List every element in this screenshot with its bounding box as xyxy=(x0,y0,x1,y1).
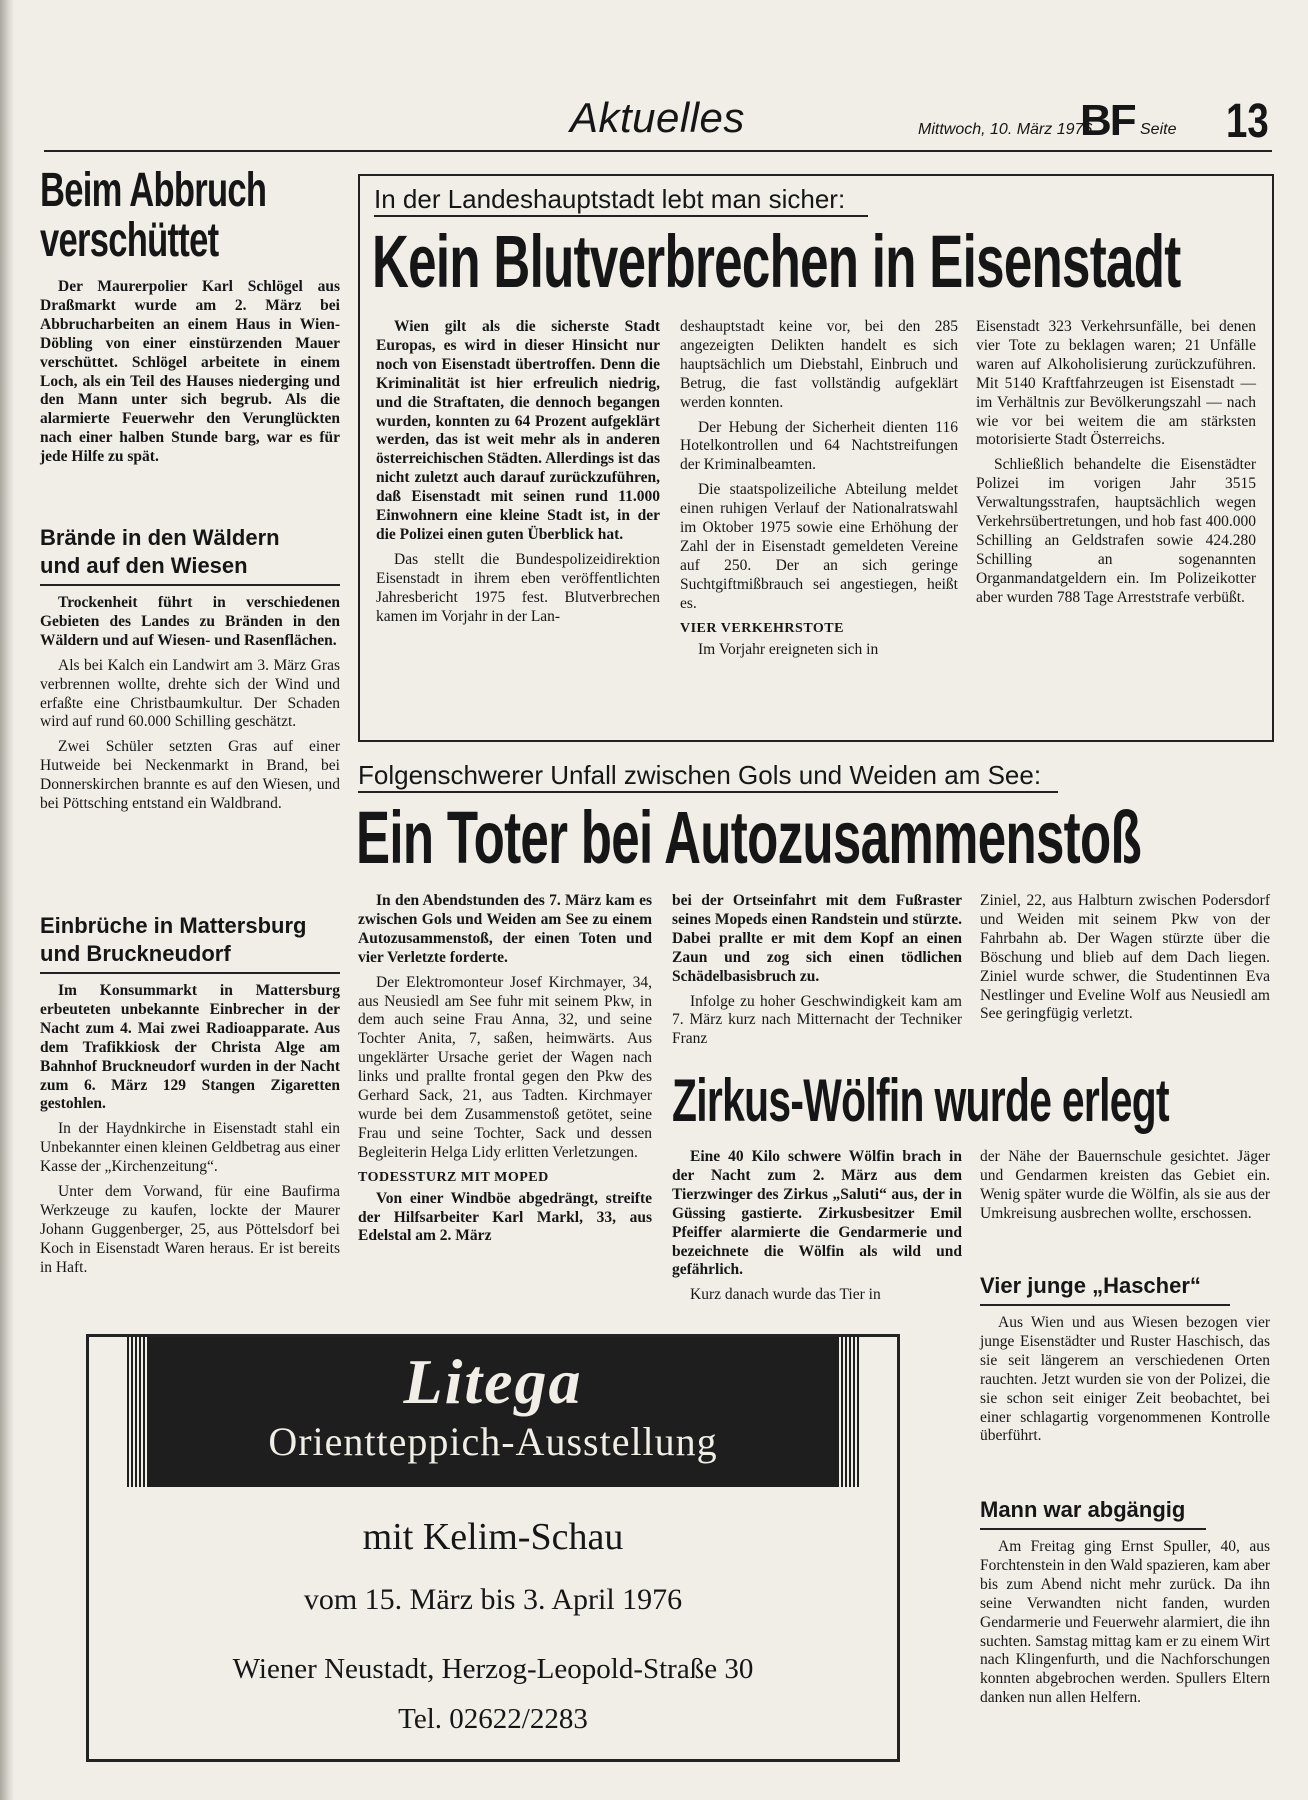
ad-stripe-left xyxy=(127,1337,149,1487)
ad-stripe-right xyxy=(837,1337,859,1487)
lead-paragraph: Wien gilt als die sicherste Stadt Europas, es wird in dieser Hinsicht nur noch von Eisenstadt übertroffen. Denn die Kriminalität ist hier erfreulich niedrig, und die Straftaten, die dennoch begangen wurden, konnten zu 64 Prozent aufgeklärt werden, das ist weit mehr als in anderen österreichischen Städten. Allerdings ist das nicht zuletzt auch darauf zurückzuführen, daß Eisenstadt mit seinen rund 11.000 Einwohnern eine kleine Stadt ist, in der die Polizei einen guten Überblick hat. xyxy=(376,318,660,543)
ad-line-kelim: mit Kelim-Schau xyxy=(362,1516,624,1558)
headline-eisenstadt: Kein Blutverbrechen in Eisenstadt xyxy=(372,220,1181,303)
ad-line-phone: Tel. 02622/2283 xyxy=(398,1703,588,1735)
paragraph: Ziniel, 22, aus Halbturn zwischen Podersdorf und Weiden mit seinem Pkw von der Fahrbahn ab. Der Wagen stürzte über die Böschung und blieb auf dem Dach liegen. Ziniel wurde schwer, die Studentinnen Eva Nestlinger und Eveline Wolf aus Neusiedl am See geringfügig verletzt. xyxy=(980,892,1270,1023)
lead-paragraph: Der Maurerpolier Karl Schlögel aus Draßmarkt wurde am 2. März bei Abbrucharbeiten an einem Haus in Wien-Döbling von einer einstürzenden Mauer verschüttet. Schlögel arbeitete in einem Loch, als ein Teil des Hauses niederging und den Mann unter sich begrub. Als die alarmierte Feuerwehr den Verunglückten nach einer halben Stunde barg, war es für jede Hilfe zu spät. xyxy=(40,278,340,466)
headline-braende-line2: und auf den Wiesen xyxy=(40,553,248,578)
paragraph: Als bei Kalch ein Landwirt am 3. März Gras verbrennen wollte, drehte sich der Wind und erfaßte eine Christbaumkultur. Der Schaden wird auf rund 60.000 Schilling geschätzt. xyxy=(40,656,340,731)
unfall-column-3 xyxy=(980,892,1270,1030)
ad-line-dates: vom 15. März bis 3. April 1976 xyxy=(303,1583,683,1616)
unfall-column-2 xyxy=(672,892,962,1055)
subhead-todessturz: TODESSTURZ MIT MOPED xyxy=(358,1169,549,1185)
eisenstadt-column-3 xyxy=(976,318,1256,614)
ad-banner xyxy=(149,1337,837,1487)
story-braende xyxy=(40,524,340,820)
paragraph: In der Haydnkirche in Eisenstadt stahl ein Unbekannter einen kleinen Geldbetrag aus einer Kasse der „Kirchenzeitung“. xyxy=(40,1120,340,1176)
paragraph: Kurz danach wurde das Tier in xyxy=(690,1286,881,1304)
lead-paragraph: Im Konsummarkt in Mattersburg erbeuteten unbekannte Einbrecher in der Nacht zum 4. Mai zwei Radioapparate. Aus dem Trafikkiosk der Christa Alge am Bahnhof Bruckneudorf wurden in der Nacht zum 6. März 129 Stangen Zigaretten gestohlen. xyxy=(40,982,340,1113)
article-body xyxy=(40,594,340,814)
eisenstadt-column-1 xyxy=(376,318,660,633)
article-body xyxy=(980,1314,1270,1446)
paragraph: Der Hebung der Sicherheit dienten 116 Hotelkontrollen und 64 Nachtstreifungen der Kriminalbeamten. xyxy=(680,418,958,474)
headline-unfall: Ein Toter bei Autozusammenstoß xyxy=(356,796,1141,879)
lead-paragraph: Eine 40 Kilo schwere Wölfin brach in der Nacht zum 2. März aus dem Tierzwinger des Zirkus „Saluti“ aus, der in Güssing gastierte. Zirkusbesitzer Emil Pfeiffer alarmierte die Gendarmerie und bezeichnete die Wölfin als wild und gefährlich. xyxy=(672,1148,962,1279)
ad-brand: Litega xyxy=(403,1346,583,1417)
paragraph: Eisenstadt 323 Verkehrsunfälle, bei denen vier Tote zu beklagen waren; 21 Unfälle waren auf Alkoholisierung zurückzuführen. Mit 5140 Kraftfahrzeugen ist Eisenstadt — im Verhältnis zur Bevölkerungszahl — nach wie vor bei weitem die am stärksten motorisierte Stadt Österreichs. xyxy=(976,318,1256,449)
lead-paragraph: Trockenheit führt in verschiedenen Gebieten des Landes zu Bränden in den Wäldern und auf Wiesen- und Rasenflächen. xyxy=(40,594,340,649)
paragraph: Das stellt die Bundespolizeidirektion Eisenstadt in ihrem eben veröffentlichten Jahresbericht 1975 fest. Blutverbrechen kamen im Vorjahr in der Lan- xyxy=(376,550,660,625)
kicker-unfall: Folgenschwerer Unfall zwischen Gols und Weiden am See: xyxy=(358,760,1042,790)
headline-einbrueche-line2: und Bruckneudorf xyxy=(40,941,231,966)
paragraph: Am Freitag ging Ernst Spuller, 40, aus Forchtenstein in den Wald spazieren, kam aber bis zum Abend nicht mehr zurück. Da ihn seine Verwandten nicht fanden, wurden Gendarmerie und Feuerwehr alarmiert, die ihn suchten. Samstag mittag kam er zu einem Wirt nach Klingenfurth, und die Nachforschungen konnten abgebrochen werden. Spullers Eltern danken nun allen Helfern. xyxy=(980,1538,1270,1707)
story-einbrueche xyxy=(40,912,340,1284)
lead-paragraph: In den Abendstunden des 7. März kam es zwischen Gols und Weiden am See zu einem Autozusammenstoß, der einen Toten und vier Verletzte forderte. xyxy=(358,892,652,966)
ad-line-address: Wiener Neustadt, Herzog-Leopold-Straße 30 xyxy=(232,1653,754,1685)
story-hascher xyxy=(980,1272,1270,1452)
paragraph: Der Elektromonteur Josef Kirchmayer, 34, aus Neusiedl am See fuhr mit seinem Pkw, in dem auch seine Frau Anna, 32, und seine Tochter Anita, 7, saßen, heimwärts. Aus ungeklärter Ursache geriet der Wagen nach links und prallte frontal gegen den Pkw des Gerhard Sack, 21, aus Tadten. Kirchmayer wurde bei dem Zusammenstoß getötet, seine Frau und seine Tochter, Sack und dessen Begleiterin Helga Lidy erlitten Verletzungen. xyxy=(358,973,652,1161)
page-spine-shadow xyxy=(0,0,14,1800)
headline-rule xyxy=(980,1528,1206,1530)
story-abbruch xyxy=(40,166,350,473)
headline-woelfin: Zirkus-Wölfin wurde erlegt xyxy=(672,1067,1169,1134)
kicker-rule xyxy=(374,215,868,217)
kicker-eisenstadt: In der Landeshauptstadt lebt man sicher: xyxy=(374,184,846,214)
headline-rule xyxy=(980,1304,1230,1306)
article-body xyxy=(980,1538,1270,1708)
ad-title: Orientteppich-Ausstellung xyxy=(268,1419,718,1464)
headline-hascher: Vier junge „Hascher“ xyxy=(980,1273,1201,1298)
paragraph: Unter dem Vorwand, für eine Baufirma Werkzeuge zu kaufen, lockte der Maurer Johann Guggenberger, 25, aus Pöttelsdorf bei Koch in Eisenstadt Waren heraus. Er ist bereits in Haft. xyxy=(40,1183,340,1276)
paragraph: Von einer Windböe abgedrängt, streifte der Hilfsarbeiter Karl Markl, 33, aus Edelstal am 2. März xyxy=(358,1189,652,1245)
woelfin-column-1 xyxy=(672,1148,962,1311)
issue-date: Mittwoch, 10. März 1976 xyxy=(918,121,1093,138)
page-label: Seite xyxy=(1140,121,1177,138)
kicker-rule xyxy=(358,791,1058,793)
header-rule xyxy=(44,150,1272,152)
subhead-verkehrstote: VIER VERKEHRSTOTE xyxy=(680,620,844,636)
headline-einbrueche-line1: Einbrüche in Mattersburg xyxy=(40,913,307,938)
advertisement xyxy=(86,1334,900,1762)
headline-abbruch-line1: Beim Abbruch xyxy=(40,164,267,217)
eisenstadt-column-2 xyxy=(680,318,958,665)
headline-abbruch-line2: verschüttet xyxy=(40,214,219,267)
paragraph: der Nähe der Bauernschule gesichtet. Jäger und Gendarmen kreisten das Gebiet ein. Wenig später wurde die Wölfin, als sie aus der Umkreisung ausbrechen wollte, erschossen. xyxy=(980,1148,1270,1222)
paragraph: bei der Ortseinfahrt mit dem Fußraster seines Mopeds einen Randstein und stürzte. Dabei prallte er mit dem Kopf an einen Zaun und zog sich einen tödlichen Schädelbasisbruch zu. xyxy=(672,892,962,985)
article-body xyxy=(40,982,340,1278)
headline-rule xyxy=(40,584,340,586)
headline-rule xyxy=(40,972,340,974)
section-title: Aktuelles xyxy=(570,94,745,141)
page-number: 13 xyxy=(1226,95,1269,148)
paragraph: Zwei Schüler setzten Gras auf einer Hutweide bei Neckenmarkt in Brand, bei Donnerskirchen brannte es auf den Wiesen, und bei Pöttsching entstand ein Waldbrand. xyxy=(40,738,340,813)
story-abgaengig xyxy=(980,1496,1270,1714)
paragraph: Die staatspolizeiliche Abteilung meldet einen ruhigen Verlauf der Nationalratswahl im Oktober 1975 sowie eine Erhöhung der Zahl der in Eisenstadt gemeldeten Vereine auf 250. Der an sich geringe Suchtgiftmißbrauch sei angestiegen, heißt es. xyxy=(680,481,958,612)
paragraph: Aus Wien und aus Wiesen bezogen vier junge Eisenstädter und Ruster Haschisch, das sie seit längerem an verschiedenen Orten rauchten. Jetzt wurden sie von der Polizei, die sie schon seit einiger Zeit beobachtet, bei einer schlagartig vorgenommenen Kontrolle überführt. xyxy=(980,1314,1270,1445)
paragraph: Infolge zu hoher Geschwindigkeit kam am 7. März kurz nach Mitternacht der Techniker Franz xyxy=(672,992,962,1048)
woelfin-column-2 xyxy=(980,1148,1270,1230)
headline-abgaengig: Mann war abgängig xyxy=(980,1497,1186,1522)
paragraph: deshauptstadt keine vor, bei den 285 angezeigten Delikten handelt es sich hauptsächlich um Diebstahl, Einbruch und Betrug, die fast vollständig aufgeklärt werden konnten. xyxy=(680,318,958,411)
unfall-column-1 xyxy=(358,892,652,1252)
paragraph: Schließlich behandelte die Eisenstädter Polizei im vorigen Jahr 3515 Verwaltungsstrafen, hauptsächlich wegen Verkehrsübertretungen, und hob fast 400.000 Schilling an Geldstrafen sowie 424.280 Schilling an sogenannten Organmandatgeldern ein. Im Polizeikotter aber wurden 788 Tage Arreststrafe verbüßt. xyxy=(976,456,1256,606)
article-body xyxy=(40,278,340,467)
newspaper-logo: BF xyxy=(1080,96,1135,145)
paragraph: Im Vorjahr ereigneten sich in xyxy=(698,640,879,658)
headline-braende-line1: Brände in den Wäldern xyxy=(40,525,280,550)
